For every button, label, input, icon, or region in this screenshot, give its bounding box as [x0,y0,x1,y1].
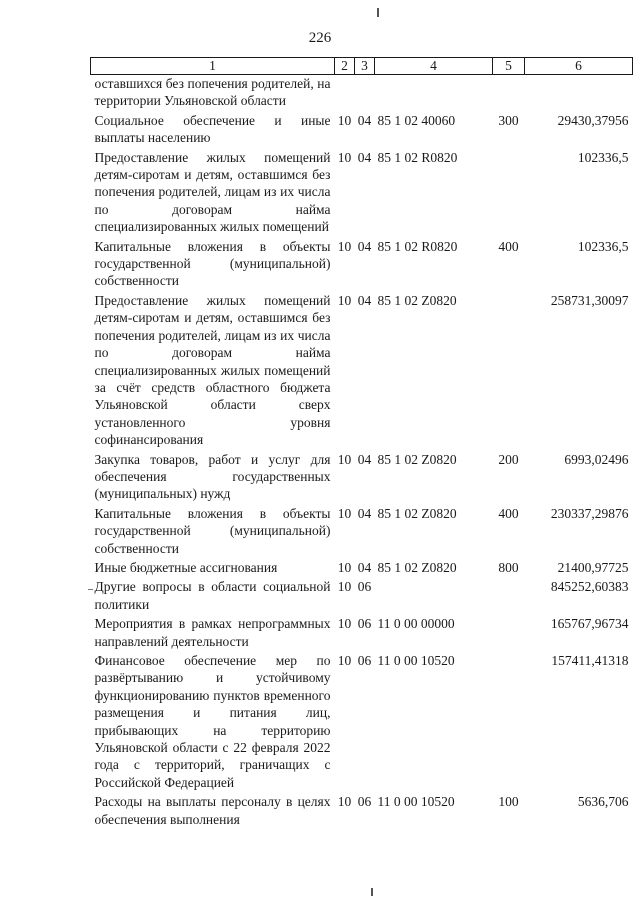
row-name-cell: Капитальные вложения в объекты государственной (муниципальной) собственности [94,238,331,289]
row-subsection-cell: 04 [357,451,372,467]
row-section-cell: 10 [337,653,352,668]
row-expense-type-cell: 200 [498,451,519,467]
row-expense-type-cell [493,578,525,615]
row-section-cell: 10 [337,238,352,254]
row-subsection-cell: 06 [357,579,372,595]
row-expense-type-cell: 100 [498,794,519,810]
row-section-cell: 10 [337,451,352,467]
row-amount-cell: 102336,5 [577,238,629,254]
table-header-row [91,58,633,75]
row-name-cell: Другие вопросы в области социальной политики [94,579,331,612]
row-expense-type-cell: 300 [498,112,519,128]
budget-table [90,57,633,830]
table-body [91,75,633,831]
row-subsection-cell: 04 [357,238,372,254]
table-row [91,149,633,238]
row-subsection-cell: 04 [357,292,372,308]
row-subsection-cell [355,75,375,112]
row-name-cell: оставшихся без попечения родителей, на территории Ульяновской области [94,76,331,109]
table-row [91,793,633,830]
row-amount-cell: 6993,02496 [564,451,629,467]
row-name-cell: Закупка товаров, работ и услуг для обеспечения государственных (муниципальных) нужд [94,451,331,502]
row-target-article-cell [375,578,493,615]
table-row [91,75,633,112]
bottom-mark [371,888,373,896]
row-target-article-cell: 85 1 02 Z0820 [377,505,457,521]
row-amount-cell: 258731,30097 [550,292,629,308]
row-expense-type-cell [493,75,525,112]
row-section-cell: 10 [337,149,352,165]
row-target-article-cell: 85 1 02 Z0820 [377,559,457,575]
table-row [91,578,633,615]
row-amount-cell: 157411,41318 [551,653,629,668]
table-row [91,559,633,578]
row-subsection-cell: 06 [357,794,372,810]
row-expense-type-cell: 800 [498,559,519,575]
row-subsection-cell: 04 [357,505,372,521]
row-amount-cell: 21400,97725 [557,559,629,575]
table-row [91,451,633,505]
row-expense-type-cell [493,615,525,652]
row-name-cell: Расходы на выплаты персоналу в целях обеспечения выполнения [94,794,331,827]
row-target-article-cell: 85 1 02 R0820 [377,149,458,165]
row-subsection-cell: 04 [357,559,372,575]
header-cell: 6 [525,58,633,75]
row-subsection-cell: 06 [357,653,372,668]
row-expense-type-cell [493,149,525,238]
row-name-cell: Иные бюджетные ассигнования [94,559,278,575]
row-amount-cell: 165767,96734 [550,616,629,632]
row-subsection-cell: 04 [357,149,372,165]
row-section-cell: 10 [337,112,352,128]
row-expense-type-cell: 400 [498,505,519,521]
row-amount-cell: 102336,5 [577,149,629,165]
row-name-cell: Финансовое обеспечение мер по развёртыванию и устойчивому функционированию пунктов временного размещения и питания лиц, прибывающих на территорию Ульяновской области с 22 февраля 2022 года с территорий, граничащих с Российской Федерацией [94,653,331,790]
row-target-article-cell: 11 0 00 10520 [377,653,455,668]
page-number: 226 [308,30,332,46]
row-target-article-cell: 85 1 02 40060 [377,112,456,128]
table-row [91,112,633,149]
row-name-cell: Предоставление жилых помещений детям-сиротам и детям, оставшимся без попечения родителей, лицам из их числа по договорам найма специализированных жилых помещений [94,149,331,235]
margin-mark [88,589,93,590]
row-section-cell: 10 [337,505,352,521]
table-row [91,238,633,292]
row-section-cell: 10 [337,559,352,575]
row-amount-cell [525,75,633,112]
row-target-article-cell: 11 0 00 10520 [377,794,455,810]
top-mark [377,8,379,17]
row-amount-cell: 845252,60383 [550,579,629,595]
table-row [91,292,633,451]
row-subsection-cell: 06 [357,616,372,632]
row-amount-cell: 5636,706 [577,794,629,810]
header-cell: 2 [335,58,355,75]
row-subsection-cell: 04 [357,112,372,128]
table-row [91,652,633,793]
row-section-cell: 10 [337,616,352,632]
header-cell: 1 [91,58,335,75]
row-name-cell: Социальное обеспечение и иные выплаты населению [94,112,331,146]
header-cell: 3 [355,58,375,75]
row-amount-cell: 29430,37956 [557,112,629,128]
row-target-article-cell: 85 1 02 Z0820 [377,292,457,308]
row-name-cell: Капитальные вложения в объекты государственной (муниципальной) собственности [94,505,331,556]
row-expense-type-cell: 400 [498,238,519,254]
row-section-cell: 10 [337,794,352,810]
row-name-cell: Предоставление жилых помещений детям-сиротам и детям, оставшимся без попечения родителей, лицам из их числа по договорам найма специализированных жилых помещений за счёт средств областного бюджета Ульяновской области сверх установленного уровня софинансирования [94,292,331,448]
row-section-cell: 10 [337,579,352,595]
row-section-cell: 10 [337,292,352,308]
header-cell: 4 [375,58,493,75]
row-target-article-cell [375,75,493,112]
table-row [91,615,633,652]
row-target-article-cell: 85 1 02 R0820 [377,238,458,254]
table-row [91,505,633,559]
row-expense-type-cell [493,292,525,451]
row-name-cell: Мероприятия в рамках непрограммных направлений деятельности [94,616,331,649]
row-amount-cell: 230337,29876 [550,505,629,521]
row-section-cell [335,75,355,112]
row-expense-type-cell [493,652,525,793]
row-target-article-cell: 85 1 02 Z0820 [377,451,457,467]
row-target-article-cell: 11 0 00 00000 [377,616,455,632]
header-cell: 5 [493,58,525,75]
